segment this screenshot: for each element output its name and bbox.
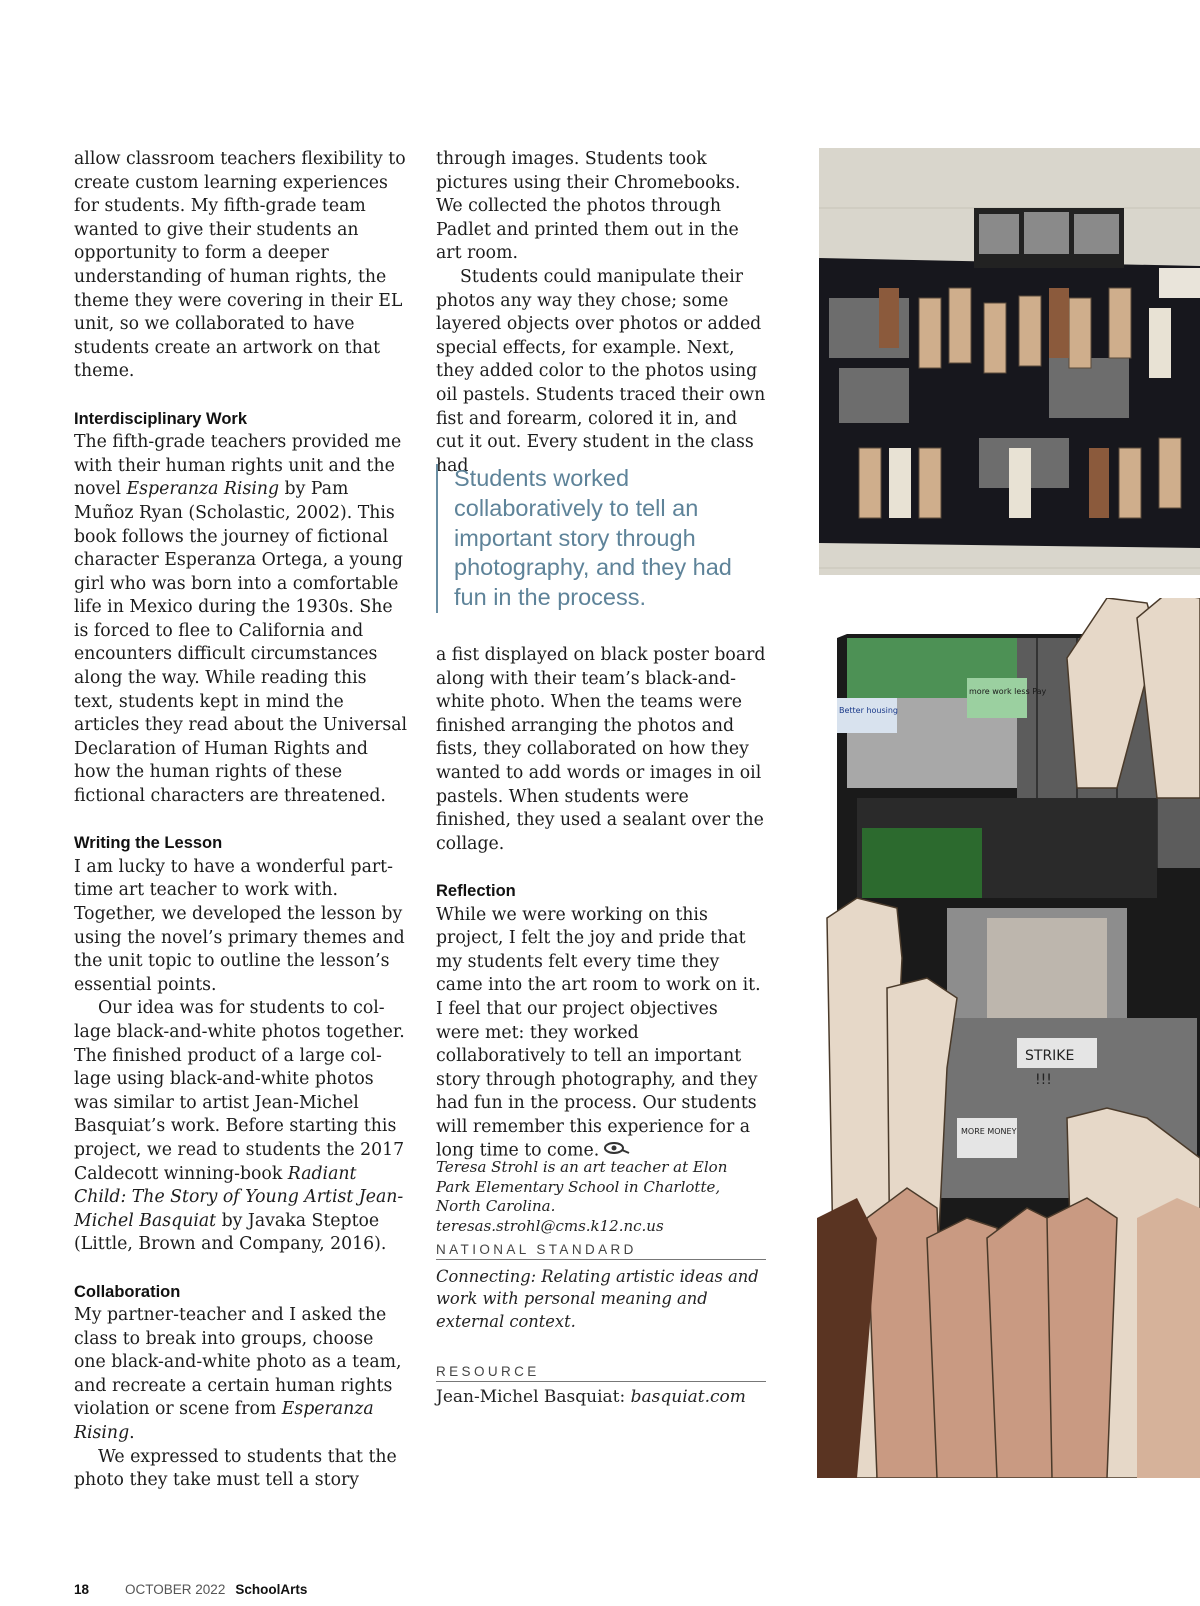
book-title-radiant-child: Radiant Child: The Story of Young Artist Jean-Michel Basquiat: [74, 1163, 404, 1231]
heading-writing-lesson: Writing the Lesson: [74, 834, 223, 853]
column2-paragraph-3: a fist displayed on black poster board along with their team’s black-and-white photo. When the teams were finished arranging the photos and fists, they collaborated on how they wanted to add words or images in oil pastels. When students were finished, they used a sealant over the collage.: [436, 645, 766, 854]
collaboration-paragraph-2: We expressed to students that the photo they take must tell a story: [74, 1446, 397, 1491]
heading-reflection: Reflection: [436, 881, 516, 900]
collage-word-work: more work less Pay: [969, 687, 1047, 696]
national-standard-text: Connecting: Relating artistic ideas and work with personal meaning and external context.: [436, 1267, 759, 1331]
heading-collaboration: Collaboration: [74, 1282, 181, 1301]
author-bio: Teresa Strohl is an art teacher at Elon Park Elementary School in Charlotte, North Carolina. teresas.strohl@cms.k12.nc.us: [436, 1158, 728, 1235]
pull-quote: Students worked collaboratively to tell an important story through photography, and they had fun in the process.: [436, 464, 764, 613]
column2-paragraph-1: through images. Students took pictures using their Chromebooks. We collected the photos through Padlet and printed them out in the art room.: [436, 149, 741, 264]
writing-paragraph-1: I am lucky to have a wonderful part-time art teacher to work with. Together, we developed the lesson by using the novel’s primary themes and the unit topic to outline the lesson’s essential points.: [74, 856, 405, 995]
interdisciplinary-paragraph: The fifth-grade teachers provided me with their human rights unit and the novel Esperanza Rising by Pam Muñoz Ryan (Scholastic, 2002). This book follows the journey of fictional character Esperanza Ortega, a young girl who was born into a comfortable life in Mexico during the 1930s. She is forced to flee to California and encounters difficult circumstances along the way. While reading this text, students kept in mind the articles they read about the Universal Declaration of Human Rights and how the human rights of these fictional characters are threatened.: [74, 432, 408, 807]
article-column-2: [436, 148, 766, 478]
collage-word-housing: Better housing: [839, 706, 899, 715]
resource-link[interactable]: basquiat.com: [630, 1387, 746, 1407]
page-number: 18: [74, 1582, 90, 1597]
book-title: Esperanza Rising: [126, 479, 280, 500]
collage-word-more-money: MORE MONEY: [961, 1127, 1017, 1136]
resource-label: RESOURCE: [436, 1364, 766, 1382]
collaboration-paragraph-1: My partner-teacher and I asked the class to break into groups, choose one black-and-white photo as a team, and recreate a certain human rights violation or scene from Esperanza Rising.: [74, 1305, 402, 1444]
collage-hands-photo: [817, 598, 1200, 1478]
reflection-paragraph: While we were working on this project, I felt the joy and pride that my students felt every time they came into the art room to work on it. I feel that our project objectives were met: they worked collaboratively to tell an important story through photography, and they had fun in the process. Our students will remember this experience for a long time to come.: [436, 904, 766, 1164]
resource-text: Jean-Michel Basquiat: basquiat.com: [436, 1387, 746, 1407]
article-column-2-continued: [436, 644, 766, 1163]
collage-word-exclaim: !!!: [1035, 1072, 1052, 1088]
heading-interdisciplinary: Interdisciplinary Work: [74, 409, 247, 428]
collage-wall-photo: [819, 148, 1200, 575]
intro-paragraph: allow classroom teachers flexibility to create custom learning experiences for students. My fifth-grade team wanted to give their students an opportunity to form a deeper understanding of human rights, the theme they were covering in their EL unit, so we collaborated to have students create an artwork on that theme.: [74, 149, 406, 382]
national-standard-label: NATIONAL STANDARD: [436, 1242, 766, 1260]
page-footer: [74, 1582, 307, 1597]
collage-word-strike: STRIKE: [1025, 1048, 1075, 1064]
column2-paragraph-2: Students could manipulate their photos any way they chose; some layered objects over photos or added special effects, for example. Next, they added color to the photos using oil pastels. Students traced their own fist and forearm, colored it in, and cut it out. Every student in the class had: [436, 266, 766, 476]
magazine-name: SchoolArts: [235, 1582, 308, 1597]
article-column-1: [74, 148, 409, 1493]
book-title: Esperanza Rising: [74, 1399, 374, 1444]
issue-date: OCTOBER 2022: [125, 1582, 226, 1597]
writing-paragraph-2: Our idea was for students to collage black-and-white photos together. The finished product of a large collage using black-and-white photos was similar to artist Jean-Michel Basquiat’s work. Before starting this project, we read to students the 2017 Caldecott winning-book Radiant Child: The Story of Young Artist Jean-Michel Basquiat by Javaka Steptoe (Little, Brown and Company, 2016).: [74, 998, 405, 1255]
